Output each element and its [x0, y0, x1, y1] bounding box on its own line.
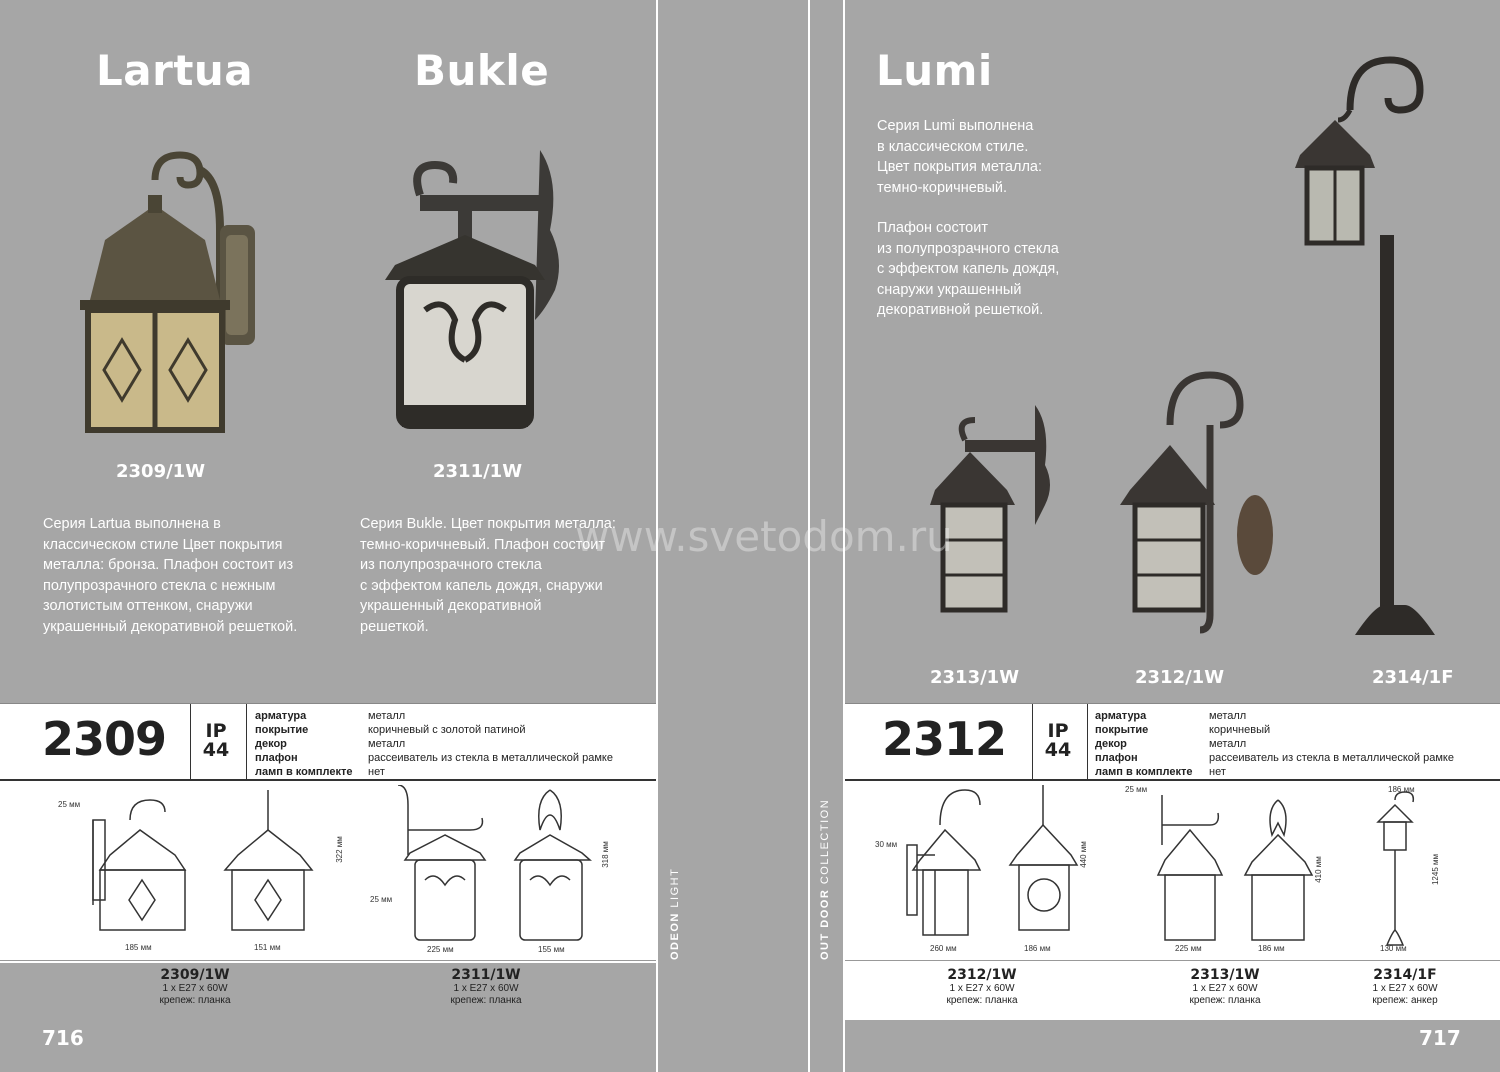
divider-line — [1087, 704, 1088, 780]
spine-collection: OUT DOOR COLLECTION — [819, 798, 831, 960]
series-title-lartua: Lartua — [96, 46, 254, 95]
model-2312-1w: 2312/1W 1 x E27 x 60W крепеж: планка — [946, 967, 1018, 1006]
ip-rating: IP 44 — [202, 720, 230, 761]
divider-line — [845, 703, 1500, 704]
series-title-lumi: Lumi — [876, 46, 993, 95]
page-number-right: 717 — [1419, 1026, 1461, 1050]
right-page-bottom-band — [845, 1020, 1500, 1072]
dimension-label: 410 мм — [1313, 856, 1323, 883]
lartua-lamp-photo — [60, 140, 280, 440]
series-title-bukle: Bukle — [414, 46, 550, 95]
drawing-2313-front — [1240, 790, 1320, 950]
dimension-label: 225 мм — [1175, 944, 1202, 953]
bukle-lamp-photo — [380, 140, 620, 440]
spec-table: арматура покрытие декор плафон ламп в комплекте металл коричневый с золотой патиной металл рассеиватель из стекла в металлической рамке нет — [255, 710, 613, 778]
product-code-2314-1f: 2314/1F — [1372, 667, 1454, 688]
model-2311-1w: 2311/1W 1 x E27 x 60W крепеж: планка — [450, 967, 522, 1006]
drawing-2313-side — [1150, 790, 1230, 950]
dimension-label: 318 мм — [600, 841, 610, 868]
dimension-label: 130 мм — [1380, 944, 1407, 953]
drawing-2309-front — [220, 790, 320, 940]
drawing-2311-front — [510, 785, 600, 945]
drawing-2314-front — [1370, 790, 1430, 950]
divider-line — [190, 704, 191, 780]
dimension-label: 25 мм — [370, 895, 393, 904]
dimension-label: 186 мм — [1258, 944, 1285, 953]
lumi-2312-lamp-photo — [1115, 365, 1285, 635]
spec-table: арматура покрытие декор плафон ламп в комплекте металл коричневый металл рассеиватель из стекла в металлической рамке нет — [1095, 710, 1454, 778]
dimension-label: 186 мм — [1388, 785, 1415, 794]
product-code-2309-1w: 2309/1W — [116, 461, 206, 482]
lumi-description: Серия Lumi выполнена в классическом стиле. Цвет покрытия металла: темно-коричневый. Плафон состоит из полупрозрачного стекла с эффектом капель дождя, снаружи украшенный декоративной решеткой. — [877, 118, 1060, 318]
divider-line — [246, 704, 247, 780]
model-2314-1f: 2314/1F 1 x E27 x 60W крепеж: анкер — [1372, 967, 1438, 1006]
dimension-label: 186 мм — [1024, 944, 1051, 953]
product-code-2311-1w: 2311/1W — [433, 461, 523, 482]
dimension-label: 1245 мм — [1431, 853, 1441, 886]
model-2313-1w: 2313/1W 1 x E27 x 60W крепеж: планка — [1189, 967, 1261, 1006]
page-number-left: 716 — [42, 1026, 84, 1050]
product-code-2312-1w: 2312/1W — [1135, 667, 1225, 688]
divider-line — [845, 960, 1500, 961]
dimension-label: 260 мм — [930, 944, 957, 953]
ip-rating: IP 44 — [1044, 720, 1072, 761]
drawing-2312-side — [905, 785, 985, 945]
product-code-2313-1w: 2313/1W — [930, 667, 1020, 688]
dimension-label: 440 мм — [1078, 841, 1088, 868]
dimension-label: 155 мм — [538, 945, 565, 954]
divider-line — [1032, 704, 1033, 780]
spine-brand-odeon: ODEON LIGHT — [669, 867, 681, 960]
divider-line — [0, 960, 656, 961]
drawing-2312-front — [1005, 785, 1085, 945]
dimension-label: 25 мм — [1125, 785, 1148, 794]
drawing-2309-side — [85, 790, 205, 940]
watermark: www.svetodom.ru — [575, 512, 953, 561]
dimension-label: 225 мм — [427, 945, 454, 954]
divider-line — [845, 779, 1500, 781]
lartua-description: Серия Lartua выполнена в классическом стиле Цвет покрытия металла: бронза. Плафон состоит из полупрозрачного стекла с нежным золотистым оттенком, снаружи украшенный декоративной решеткой. — [43, 516, 298, 635]
dimension-label: 25 мм — [58, 800, 81, 809]
dimension-label: 30 мм — [875, 840, 898, 849]
model-2309-1w: 2309/1W 1 x E27 x 60W крепеж: планка — [159, 967, 231, 1006]
divider-line — [0, 703, 656, 704]
drawing-2311-side — [390, 785, 500, 945]
bukle-description: Серия Bukle. Цвет покрытия металла: темно-коричневый. Плафон состоит из полупрозрачного стекла с эффектом капель дождя, снаружи украшенный декоративной решеткой. — [360, 516, 616, 635]
dimension-label: 322 мм — [334, 836, 344, 863]
series-code-2312: 2312 — [882, 712, 1007, 766]
dimension-label: 151 мм — [254, 943, 281, 952]
series-code-2309: 2309 — [42, 712, 167, 766]
divider-line — [0, 779, 656, 781]
lumi-pole-lamp-photo — [1295, 50, 1445, 640]
dimension-label: 185 мм — [125, 943, 152, 952]
